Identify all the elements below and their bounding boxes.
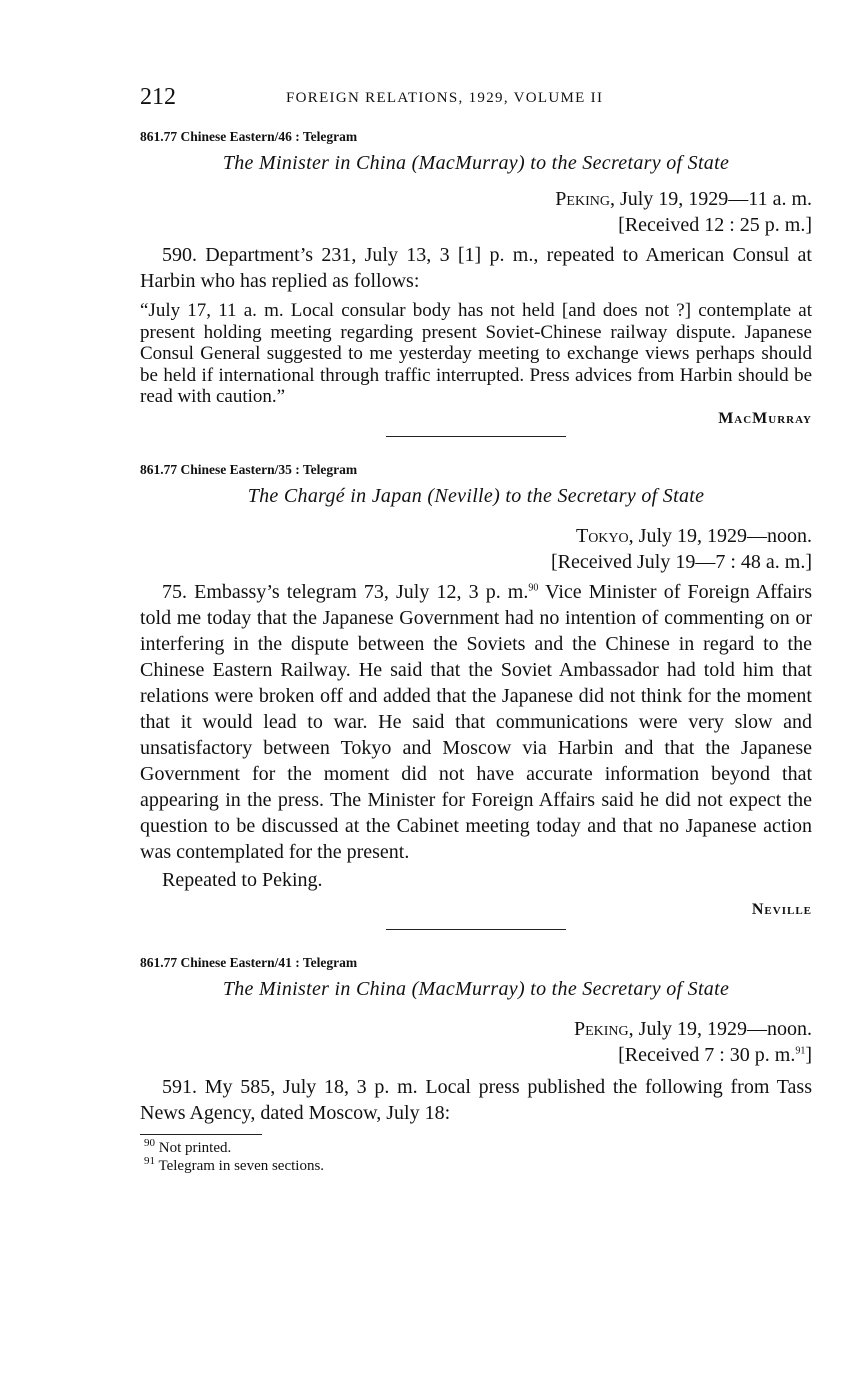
dateline-city: Peking xyxy=(555,188,610,210)
section-divider xyxy=(386,929,566,930)
telegram-75 xyxy=(140,459,812,930)
telegram-body: 591. My 585, July 18, 3 p. m. Local press published the following from Tass News Agency, dated Moscow, July 18: xyxy=(140,1075,812,1124)
doc-title: The Minister in China (MacMurray) to the Secretary of State xyxy=(222,152,730,174)
dateline-date: , July 19, 1929—noon. xyxy=(628,524,812,547)
dateline xyxy=(140,523,812,549)
doc-reference: 861.77 Chinese Eastern/46 : Telegram xyxy=(140,129,358,144)
footnote-mark: 91 xyxy=(144,1154,155,1167)
telegram-590 xyxy=(140,126,812,437)
body-text: 75. Embassy’s telegram 73, July 12, 3 p. m. xyxy=(162,580,529,603)
footnote-ref[interactable]: 90 xyxy=(528,581,539,593)
footnote xyxy=(144,1154,812,1175)
document-page xyxy=(140,86,812,1175)
body-text: Vice Minister of Foreign Affairs told me today that the Japanese Government had no intention of commenting on or interfering in the dispute between the Soviets and the Chinese in regard to the Chinese Eastern Railway. He said that the Soviet Ambassador had told him that relations were broken off and added that the Japanese did not think for the moment that it would lead to war. He said that communications were very slow and unsatisfactory between Tokyo and Moscow via Harbin and that the Japanese Government for the moment did not have accurate information beyond that appearing in the press. The Minister for Foreign Affairs said he did not expect the question to be discussed at the Cabinet meeting today and that no Japanese action was contemplated for the present. xyxy=(140,580,812,863)
footnote xyxy=(144,1136,812,1157)
received-text: ] xyxy=(805,1043,812,1066)
footnote-text: Not printed. xyxy=(158,1139,232,1156)
page-number: 212 xyxy=(140,84,176,110)
doc-title: The Chargé in Japan (Neville) to the Secretary of State xyxy=(247,484,705,507)
dateline xyxy=(140,1016,812,1042)
quoted-reply: “July 17, 11 a. m. Local consular body has not held [and does not ?] contemplate at present holding meeting regarding present Soviet-Chinese railway dispute. Japanese Consul General suggested to me yesterday meeting to exchange views perhaps should be held if international through traffic interrupted. Press advices from Harbin should be read with caution.” xyxy=(140,300,812,407)
running-head xyxy=(140,86,812,114)
dateline-date: , July 19, 1929—11 a. m. xyxy=(609,188,812,210)
doc-reference: 861.77 Chinese Eastern/35 : Telegram xyxy=(140,461,358,477)
received-line xyxy=(140,1042,812,1068)
doc-title: The Minister in China (MacMurray) to the Secretary of State xyxy=(222,977,730,1000)
footnote-ref[interactable]: 91 xyxy=(795,1044,806,1056)
telegram-body: Repeated to Peking. xyxy=(162,868,323,891)
received-line: [Received 12 : 25 p. m.] xyxy=(618,214,812,236)
footnote-rule xyxy=(140,1134,262,1135)
section-divider xyxy=(386,436,566,437)
dateline xyxy=(140,186,812,212)
doc-reference: 861.77 Chinese Eastern/41 : Telegram xyxy=(140,954,358,970)
telegram-body xyxy=(140,579,812,865)
running-title: FOREIGN RELATIONS, 1929, VOLUME II xyxy=(286,90,604,106)
footnotes xyxy=(140,1134,812,1175)
dateline-city: Peking xyxy=(573,1017,629,1040)
footnote-mark: 90 xyxy=(144,1136,155,1149)
dateline-city: Tokyo xyxy=(575,524,629,547)
received-line: [Received July 19—7 : 48 a. m.] xyxy=(550,550,812,573)
telegram-591 xyxy=(140,952,812,1126)
signature: Neville xyxy=(751,900,812,918)
received-text: [Received 7 : 30 p. m. xyxy=(618,1043,796,1066)
footnote-text: Telegram in seven sections. xyxy=(158,1157,325,1174)
telegram-body: 590. Department’s 231, July 13, 3 [1] p. m., repeated to American Consul at Harbin who has replied as follows: xyxy=(140,244,812,292)
signature: MacMurray xyxy=(718,409,812,427)
dateline-date: , July 19, 1929—noon. xyxy=(628,1017,812,1040)
